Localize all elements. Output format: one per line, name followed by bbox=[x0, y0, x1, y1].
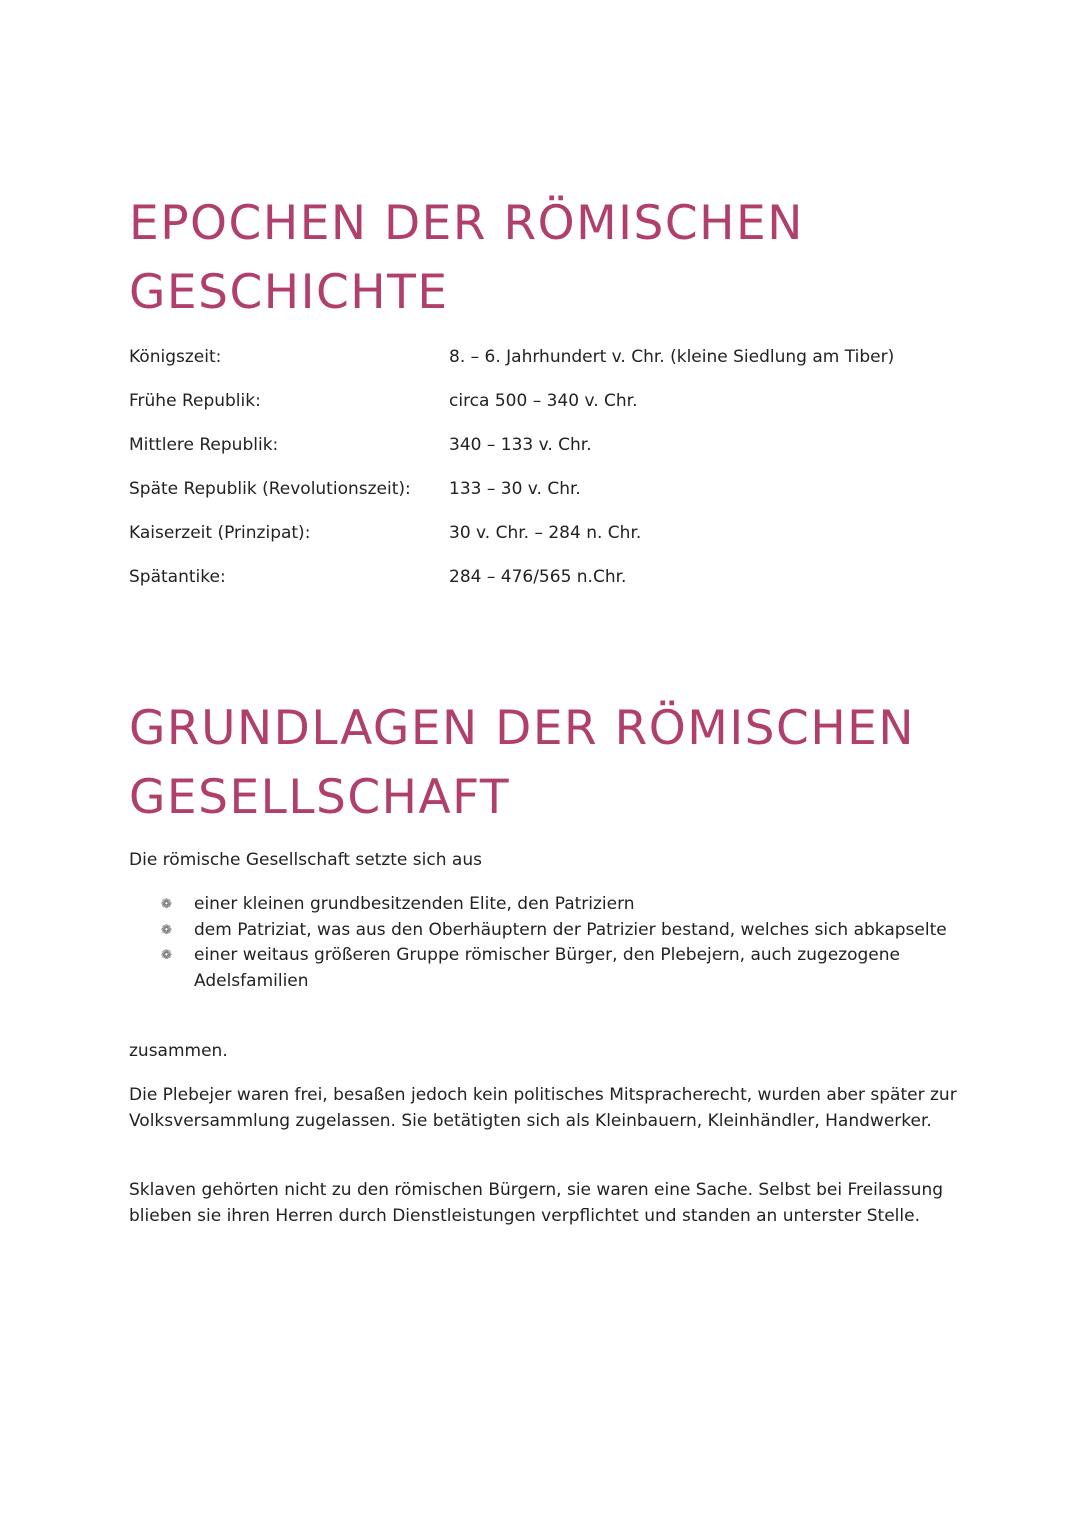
heading-epochen-line1: EPOCHEN DER RÖMISCHEN bbox=[129, 196, 804, 251]
epoch-row bbox=[129, 563, 959, 607]
paragraph-sklaven: Sklaven gehörten nicht zu den römischen Bürgern, sie waren eine Sache. Selbst bei Freilassung blieben sie ihren Herren durch Dienstleistungen verpflichtet und standen an unterster Stelle. bbox=[129, 1180, 944, 1226]
flower-bullet-icon: ❁ bbox=[161, 897, 172, 912]
heading-grundlagen-line2: GESELLSCHAFT bbox=[129, 770, 511, 825]
epoch-period: 133 – 30 v. Chr. bbox=[449, 479, 581, 499]
epoch-label: Kaiserzeit (Prinzipat): bbox=[129, 523, 311, 543]
epoch-row bbox=[129, 431, 959, 475]
epoch-label: Spätantike: bbox=[129, 567, 226, 587]
list-item-text: einer weitaus größeren Gruppe römischer Bürger, den Plebejern, auch zugezogene Adelsfamilien bbox=[194, 945, 900, 991]
list-item-text: einer kleinen grundbesitzenden Elite, den Patriziern bbox=[194, 894, 635, 914]
flower-bullet-icon: ❁ bbox=[161, 948, 172, 963]
heading-grundlagen bbox=[129, 694, 915, 832]
epoch-label: Späte Republik (Revolutionszeit): bbox=[129, 479, 411, 499]
epoch-period: 340 – 133 v. Chr. bbox=[449, 435, 592, 455]
epoch-row bbox=[129, 343, 959, 387]
intro-text: Die römische Gesellschaft setzte sich aus bbox=[129, 850, 482, 870]
list-item bbox=[161, 892, 961, 918]
closing-text: zusammen. bbox=[129, 1041, 228, 1061]
epoch-period: 284 – 476/565 n.Chr. bbox=[449, 567, 627, 587]
epochs-table bbox=[129, 343, 959, 607]
epoch-period: circa 500 – 340 v. Chr. bbox=[449, 391, 638, 411]
epoch-label: Frühe Republik: bbox=[129, 391, 261, 411]
heading-grundlagen-line1: GRUNDLAGEN DER RÖMISCHEN bbox=[129, 701, 916, 756]
epoch-row bbox=[129, 475, 959, 519]
paragraph-plebejer: Die Plebejer waren frei, besaßen jedoch kein politisches Mitspracherecht, wurden aber später zur Volksversammlung zugelassen. Sie betätigten sich als Kleinbauern, Kleinhändler, Handwerker. bbox=[129, 1085, 957, 1131]
list-item bbox=[161, 943, 961, 994]
epoch-row bbox=[129, 387, 959, 431]
flower-bullet-icon: ❁ bbox=[161, 922, 172, 938]
epoch-row bbox=[129, 519, 959, 563]
heading-epochen-line2: GESCHICHTE bbox=[129, 265, 449, 320]
bullet-list bbox=[161, 892, 961, 994]
epoch-period: 8. – 6. Jahrhundert v. Chr. (kleine Siedlung am Tiber) bbox=[449, 347, 895, 367]
epoch-label: Königszeit: bbox=[129, 347, 222, 367]
list-item bbox=[161, 918, 961, 944]
list-item-text: dem Patriziat, was aus den Oberhäuptern der Patrizier bestand, welches sich abkapselte bbox=[194, 919, 947, 940]
epoch-label: Mittlere Republik: bbox=[129, 435, 279, 455]
heading-epochen bbox=[129, 189, 804, 327]
epoch-period: 30 v. Chr. – 284 n. Chr. bbox=[449, 523, 642, 543]
